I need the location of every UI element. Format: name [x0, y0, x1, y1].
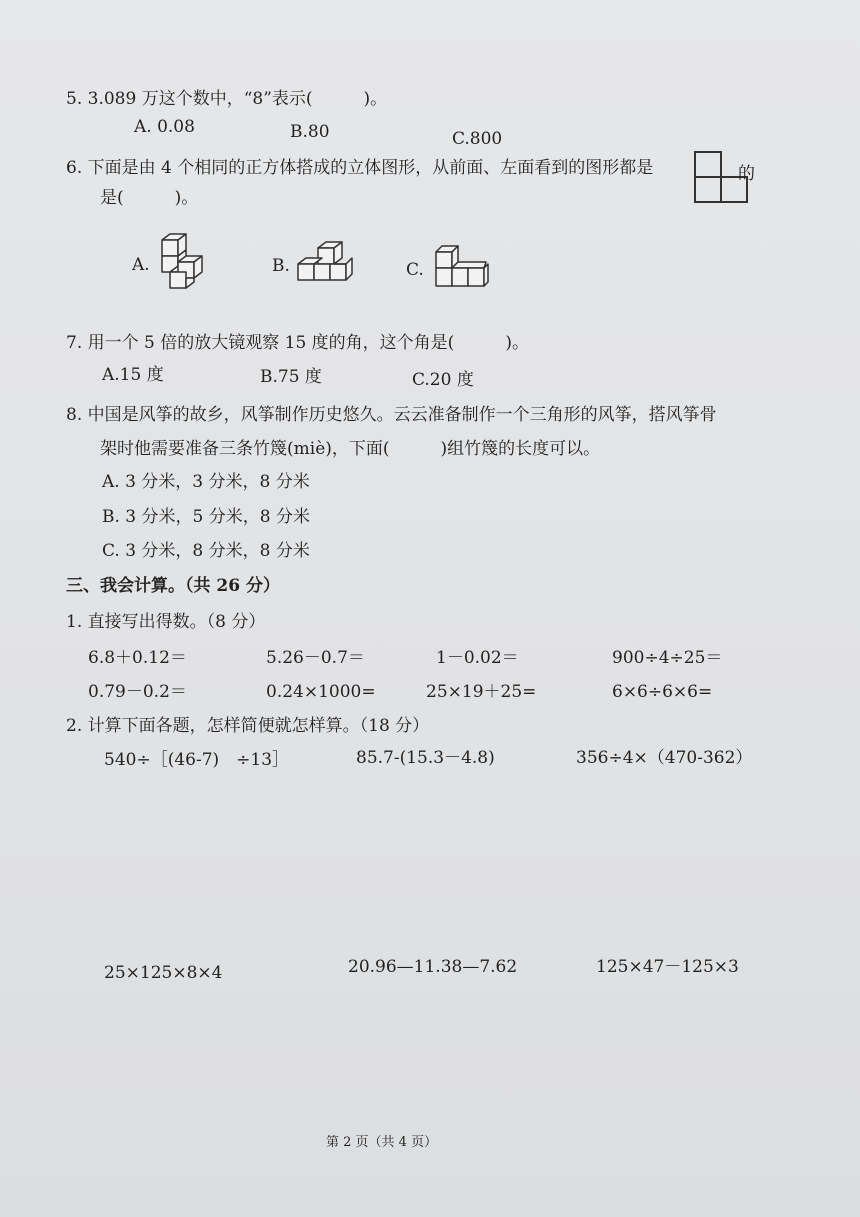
q8-stem-line2: 架时他需要准备三条竹篾(miè)，下面( )组竹篾的长度可以。 [100, 439, 601, 459]
q6-option-c-label: C. [406, 260, 424, 280]
q8-stem-line1: 8. 中国是风筝的故乡，风筝制作历史悠久。云云准备制作一个三角形的风筝，搭风筝骨 [66, 405, 717, 425]
problem-1: 540÷［(46-7) ÷13］ [104, 750, 290, 770]
calc-2-4: 6×6÷6×6= [612, 682, 713, 702]
q5-option-a: A. 0.08 [134, 117, 195, 137]
q8-option-c: C. 3 分米，8 分米，8 分米 [102, 541, 310, 561]
q7-option-a: A.15 度 [102, 365, 164, 385]
section3-title: 三、我会计算。（共 26 分） [66, 576, 280, 596]
q7-option-c: C.20 度 [412, 370, 474, 390]
q6-stem-line2: 是( )。 [100, 188, 199, 208]
problem-4: 25×125×8×4 [104, 963, 223, 983]
problem-2: 85.7-(15.3－4.8) [356, 748, 495, 768]
calc-2-1: 0.79－0.2＝ [88, 682, 187, 702]
q6-option-b-label: B. [272, 256, 290, 276]
calc-1-3: 1－0.02＝ [436, 648, 519, 668]
calc-1-1: 6.8＋0.12＝ [88, 648, 187, 668]
q6-option-b-cubes [296, 238, 356, 294]
problem-6: 125×47－125×3 [596, 957, 739, 977]
calc-2-3: 25×19＋25= [426, 682, 537, 702]
q6-option-a-label: A. [132, 255, 150, 275]
q7-option-b: B.75 度 [260, 367, 322, 387]
q6-option-a-cubes [156, 232, 212, 292]
q5-stem: 5. 3.089 万这个数中，“8”表示( )。 [66, 89, 388, 109]
q5-option-b: B.80 [290, 122, 330, 142]
q7-stem: 7. 用一个 5 倍的放大镜观察 15 度的角，这个角是( )。 [66, 333, 529, 353]
part1-title: 1. 直接写出得数。（8 分） [66, 612, 266, 632]
calc-1-2: 5.26－0.7＝ [266, 648, 365, 668]
calc-2-2: 0.24×1000= [266, 682, 376, 702]
q6-stem-line1: 6. 下面是由 4 个相同的正方体搭成的立体图形，从前面、左面看到的图形都是 [66, 158, 654, 178]
calc-1-4: 900÷4÷25＝ [612, 648, 723, 668]
q8-option-b: B. 3 分米，5 分米，8 分米 [102, 507, 310, 527]
q6-stem-tail: 的 [738, 164, 755, 184]
problem-3: 356÷4×（470-362） [576, 748, 753, 768]
problem-5: 20.96—11.38—7.62 [348, 957, 518, 977]
part2-title: 2. 计算下面各题，怎样简便就怎样算。（18 分） [66, 716, 430, 736]
page-footer: 第 2 页（共 4 页） [326, 1135, 438, 1150]
q5-option-c: C.800 [452, 129, 503, 149]
q6-option-c-cubes [430, 244, 490, 294]
q8-option-a: A. 3 分米，3 分米，8 分米 [102, 472, 310, 492]
